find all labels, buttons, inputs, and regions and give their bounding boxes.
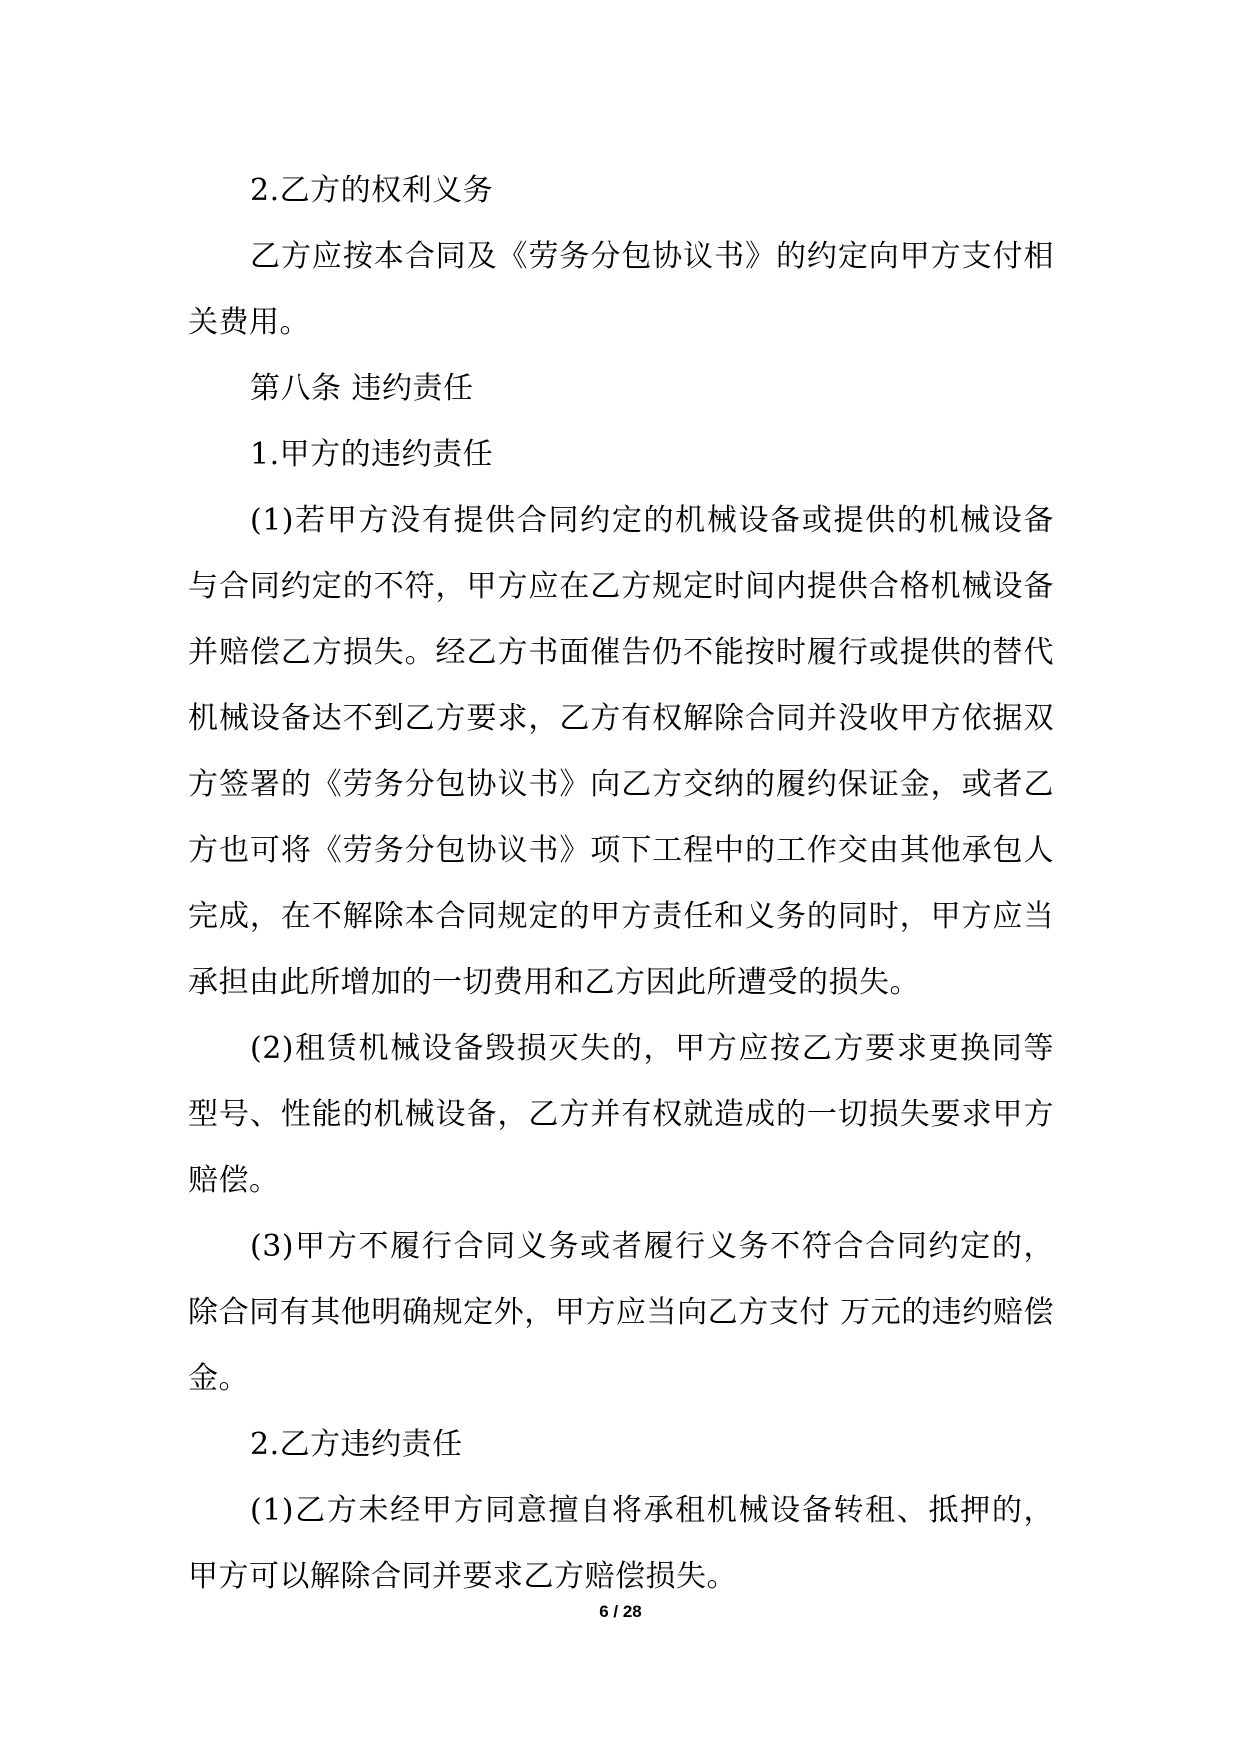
paragraph: (1)乙方未经甲方同意擅自将承租机械设备转租、抵押的，甲方可以解除合同并要求乙方赔偿损失。: [188, 1493, 1054, 1594]
page-number: 6 / 28: [599, 1602, 642, 1621]
paragraph: 乙方应按本合同及《劳务分包协议书》的约定向甲方支付相关费用。: [188, 239, 1054, 340]
paragraph: 2.乙方违约责任: [250, 1427, 463, 1462]
section-heading: 第八条 违约责任: [250, 371, 474, 406]
paragraph: (2)租赁机械设备毁损灭失的，甲方应按乙方要求更换同等型号、性能的机械设备，乙方并有权就造成的一切损失要求甲方赔偿。: [188, 1031, 1054, 1198]
paragraph: (1)若甲方没有提供合同约定的机械设备或提供的机械设备与合同约定的不符，甲方应在乙方规定时间内提供合格机械设备并赔偿乙方损失。经乙方书面催告仍不能按时履行或提供的替代机械设备达不到乙方要求，乙方有权解除合同并没收甲方依据双方签署的《劳务分包协议书》向乙方交纳的履约保证金，或者乙方也可将《劳务分包协议书》项下工程中的工作交由其他承包人完成，在不解除本合同规定的甲方责任和义务的同时，甲方应当承担由此所增加的一切费用和乙方因此所遭受的损失。: [188, 503, 1054, 1000]
paragraph: 2.乙方的权利义务: [250, 173, 494, 208]
paragraph: 1.甲方的违约责任: [250, 437, 494, 472]
document-body: [188, 158, 1054, 1610]
paragraph: (3)甲方不履行合同义务或者履行义务不符合合同约定的，除合同有其他明确规定外，甲方应当向乙方支付 万元的违约赔偿金。: [188, 1229, 1054, 1396]
